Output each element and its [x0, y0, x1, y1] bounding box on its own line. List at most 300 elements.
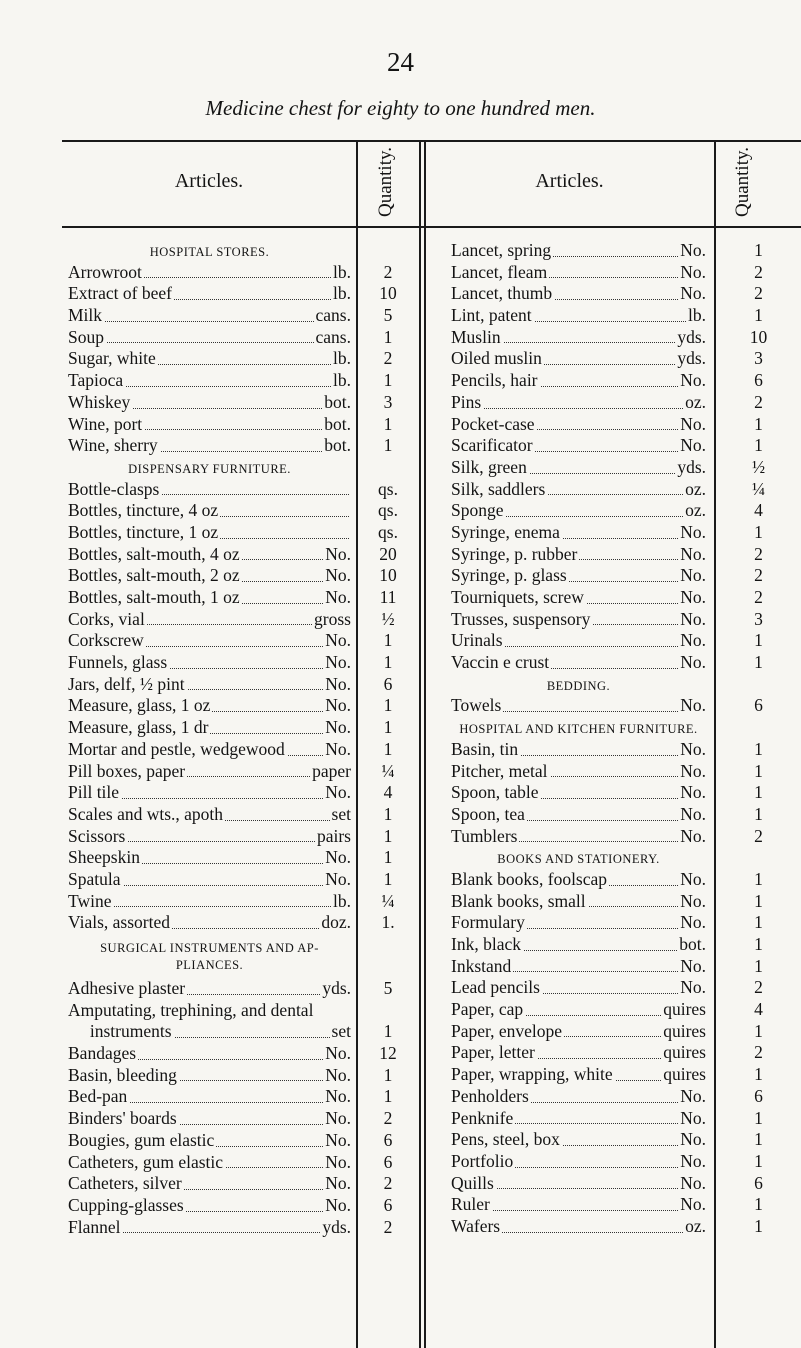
article-name	[451, 522, 678, 544]
article-quantity: 1	[754, 1064, 763, 1085]
article-quantity: 6	[754, 370, 763, 391]
article-name-text: Formulary	[451, 912, 525, 933]
article-name-text: Milk	[68, 305, 103, 326]
article-name	[451, 652, 678, 674]
article-unit: oz.	[685, 1215, 706, 1236]
article-name-text: Syringe, p. rubber	[451, 543, 578, 564]
article-name	[451, 1151, 678, 1173]
article-name-text: Pill boxes, paper	[68, 760, 186, 781]
article-unit: No.	[325, 695, 351, 716]
middle-divider-b	[424, 140, 426, 1348]
article-name-text: Wine, port	[68, 413, 143, 434]
article-unit: No.	[680, 1085, 706, 1106]
article-unit: No.	[680, 652, 706, 673]
article-quantity: 1	[754, 868, 763, 889]
article-unit: quires	[663, 1020, 706, 1041]
article-unit: No.	[325, 1086, 351, 1107]
article-quantity: 2	[754, 825, 763, 846]
article-quantity: 1	[754, 521, 763, 542]
article-quantity: 1	[383, 1064, 393, 1085]
article-unit: No.	[680, 565, 706, 586]
list-item	[451, 435, 706, 457]
article-unit: No.	[325, 587, 351, 607]
article-quantity: 1	[754, 1020, 763, 1041]
article-unit: No.	[680, 912, 706, 933]
list-item	[68, 587, 351, 609]
article-name	[68, 761, 310, 783]
right-articles-column	[451, 240, 706, 1238]
article-name-text: Urinals	[451, 630, 503, 651]
article-name-text: Soup	[68, 326, 104, 347]
article-name-text: Trusses, suspensory	[451, 608, 591, 629]
article-name-text: Inkstand	[451, 955, 512, 976]
article-name	[451, 1064, 661, 1086]
article-name	[68, 869, 323, 891]
article-unit: No.	[325, 717, 351, 738]
article-unit: oz.	[685, 391, 706, 412]
article-unit: No.	[680, 782, 706, 803]
list-item	[451, 977, 706, 999]
article-name	[68, 1086, 323, 1108]
article-name	[68, 565, 323, 587]
article-name	[451, 392, 683, 414]
list-item	[451, 782, 706, 804]
article-quantity: 1	[754, 782, 763, 803]
list-item	[68, 500, 351, 522]
list-item	[68, 283, 351, 305]
article-name-text: instruments	[68, 1021, 172, 1042]
article-name-text: Paper, wrapping, white	[451, 1064, 613, 1085]
article-unit: No.	[680, 955, 706, 976]
article-unit: No.	[680, 1150, 706, 1171]
list-item	[451, 240, 706, 262]
list-item	[451, 348, 706, 370]
article-name	[68, 1173, 323, 1195]
article-quantity: 1	[383, 803, 393, 824]
article-quantity: 2	[754, 543, 763, 564]
article-name-text: Bandages	[68, 1043, 137, 1064]
article-name-text: Blank books, foolscap	[451, 868, 608, 889]
article-name	[68, 262, 331, 284]
article-unit: No.	[680, 825, 706, 846]
article-name	[68, 826, 315, 848]
list-item	[68, 1173, 351, 1195]
article-quantity: 10	[749, 326, 768, 347]
middle-divider-a	[419, 140, 421, 1348]
list-item	[451, 1042, 706, 1064]
article-name	[68, 717, 323, 739]
list-item	[68, 1021, 351, 1043]
list-item	[451, 414, 706, 436]
article-quantity: 1	[754, 1107, 763, 1128]
article-name-text: Sugar, white	[68, 348, 156, 369]
article-unit: No.	[325, 1129, 351, 1150]
article-unit: quires	[663, 999, 706, 1020]
article-quantity: 1	[754, 1150, 763, 1171]
article-unit: No.	[325, 543, 351, 564]
article-name	[451, 1086, 678, 1108]
article-name	[451, 305, 686, 327]
article-name-text: Pocket-case	[451, 413, 535, 434]
list-item	[68, 739, 351, 761]
left-quantity-column	[358, 240, 418, 1238]
article-name-text: Syringe, p. glass	[451, 565, 567, 586]
article-name-text: Towels	[451, 695, 502, 716]
article-name-text: Pencils, hair	[451, 370, 538, 391]
article-unit: No.	[680, 1107, 706, 1128]
list-item	[68, 782, 351, 804]
article-name-text: Jars, delf, ½ pint	[68, 673, 185, 694]
article-name-text: Lancet, thumb	[451, 283, 553, 304]
article-name	[451, 327, 675, 349]
article-unit: pairs	[316, 825, 351, 846]
list-item	[451, 934, 706, 956]
article-unit: oz.	[685, 500, 706, 521]
article-quantity: 4	[754, 999, 763, 1020]
list-item	[68, 392, 351, 414]
article-name	[451, 348, 675, 370]
article-quantity: 2	[383, 261, 393, 282]
article-unit: No.	[325, 738, 351, 759]
article-name-text: Muslin	[451, 326, 501, 347]
article-name	[68, 652, 323, 674]
article-name	[451, 695, 678, 717]
quantity-spacer	[716, 717, 801, 739]
article-name	[68, 1130, 323, 1152]
article-unit: yds.	[677, 348, 706, 369]
article-name-text: Scales and wts., apoth	[68, 803, 224, 824]
article-name-text: Quills	[451, 1172, 494, 1193]
article-name	[68, 1195, 323, 1217]
list-item	[68, 522, 351, 544]
article-name	[451, 977, 678, 999]
list-item	[451, 804, 706, 826]
article-name-text: Spatula	[68, 868, 121, 889]
article-name	[68, 479, 349, 501]
article-unit: yds.	[677, 456, 706, 477]
list-item	[451, 565, 706, 587]
article-quantity: qs.	[378, 500, 398, 521]
article-name-text: Measure, glass, 1 oz	[68, 695, 211, 716]
list-item	[68, 695, 351, 717]
article-name-text: Catheters, gum elastic	[68, 1151, 224, 1172]
article-unit: bot.	[324, 435, 351, 456]
article-name-text: Tumblers	[451, 825, 518, 846]
article-unit	[349, 479, 351, 501]
right-quantity-header: Quantity.	[732, 147, 753, 218]
article-name-text: Blank books, small	[451, 890, 586, 911]
article-quantity: 4	[383, 782, 393, 803]
article-quantity: 3	[754, 608, 763, 629]
list-item	[451, 609, 706, 631]
article-quantity: 1	[383, 825, 393, 846]
article-name	[451, 934, 677, 956]
article-unit: cans.	[315, 305, 351, 326]
article-name-text: Basin, tin	[451, 738, 519, 759]
article-quantity: qs.	[378, 478, 398, 499]
article-quantity: 1	[383, 1086, 393, 1107]
article-name	[68, 609, 312, 631]
article-name	[451, 587, 678, 609]
article-name	[68, 847, 323, 869]
list-item	[451, 652, 706, 674]
article-quantity: 1	[754, 890, 763, 911]
article-unit: No.	[325, 1064, 351, 1085]
article-quantity: 1	[754, 1194, 763, 1215]
article-quantity	[358, 1000, 418, 1022]
article-name	[451, 609, 678, 631]
article-quantity: 2	[754, 283, 763, 304]
quantity-spacer	[358, 240, 418, 262]
article-quantity: 1	[754, 435, 763, 456]
article-quantity: 2	[754, 261, 763, 282]
article-name-text: Ink, black	[451, 934, 521, 954]
article-name-text: Pitcher, metal	[451, 760, 548, 781]
article-name	[68, 674, 323, 696]
list-item	[68, 262, 351, 284]
article-name-text: Binders' boards	[68, 1108, 177, 1129]
list-item	[68, 1217, 351, 1239]
article-quantity: 1	[754, 738, 763, 759]
article-name	[451, 804, 678, 826]
article-name	[451, 565, 678, 587]
list-item	[451, 695, 706, 717]
article-unit: No.	[680, 890, 706, 911]
article-name	[68, 435, 322, 457]
article-quantity: 6	[383, 673, 393, 694]
article-unit: No.	[325, 673, 351, 694]
article-name	[68, 804, 330, 826]
list-item	[451, 1216, 706, 1238]
article-name-text: Lint, patent	[451, 305, 532, 326]
article-name	[68, 370, 331, 392]
article-name-text: Sheepskin	[68, 847, 140, 868]
list-item	[68, 348, 351, 370]
article-unit: No.	[325, 868, 351, 889]
list-item	[68, 1108, 351, 1130]
article-unit: No.	[680, 695, 706, 716]
article-unit: lb.	[333, 283, 351, 304]
quantity-spacer	[716, 674, 801, 696]
list-item	[68, 327, 351, 349]
list-item	[451, 327, 706, 349]
article-name-text: Extract of beef	[68, 283, 172, 304]
article-unit: cans.	[315, 326, 351, 347]
article-name	[68, 912, 319, 934]
article-name-text: Penholders	[451, 1085, 529, 1106]
article-name	[451, 457, 675, 479]
list-item	[451, 956, 706, 978]
article-name	[68, 630, 323, 652]
article-name	[451, 262, 678, 284]
article-unit: doz.	[321, 912, 351, 933]
article-name	[451, 761, 678, 783]
article-name	[451, 1021, 661, 1043]
article-name	[451, 1108, 678, 1130]
article-quantity: 2	[383, 1108, 393, 1129]
section-heading: DISPENSARY FURNITURE.	[128, 461, 291, 476]
article-unit: No.	[680, 803, 706, 824]
list-item	[451, 869, 706, 891]
article-quantity: 2	[754, 565, 763, 586]
article-unit: No.	[325, 1194, 351, 1215]
article-name	[68, 1152, 323, 1174]
article-quantity: 6	[754, 1085, 763, 1106]
article-name-text: Paper, envelope	[451, 1020, 563, 1041]
article-unit: No.	[325, 1151, 351, 1172]
article-name-text: Adhesive plaster	[68, 978, 186, 998]
article-quantity: 2	[754, 391, 763, 412]
list-item	[68, 630, 351, 652]
left-articles-header: Articles.	[174, 170, 244, 192]
article-name-text: Scarificator	[451, 435, 533, 456]
article-unit: bot.	[679, 934, 706, 954]
quantity-spacer	[358, 457, 418, 479]
list-item	[451, 370, 706, 392]
list-item	[451, 912, 706, 934]
article-name-text: Syringe, enema	[451, 521, 560, 542]
list-item	[68, 1043, 351, 1065]
article-quantity: 3	[754, 348, 763, 369]
article-quantity: 1	[754, 630, 763, 651]
article-quantity: 5	[383, 305, 393, 326]
article-quantity: ¼	[751, 478, 766, 499]
quantity-spacer	[358, 934, 418, 978]
article-name-text: Tourniquets, screw	[451, 587, 584, 607]
article-name	[451, 414, 678, 436]
article-name-text: Lancet, fleam	[451, 261, 548, 282]
article-unit: oz.	[685, 478, 706, 499]
article-name	[68, 1108, 323, 1130]
article-name	[68, 327, 314, 349]
article-name	[68, 782, 323, 804]
article-name	[68, 414, 322, 436]
article-unit: paper	[312, 760, 351, 781]
article-unit: bot.	[324, 413, 351, 434]
article-name	[451, 826, 678, 848]
article-unit	[349, 500, 351, 522]
article-quantity: 1	[383, 695, 393, 716]
section-heading: BEDDING.	[546, 678, 611, 693]
list-item	[451, 305, 706, 327]
article-name	[68, 587, 323, 609]
article-quantity: ½	[381, 608, 395, 629]
article-unit: No.	[680, 261, 706, 282]
article-unit: No.	[325, 652, 351, 673]
list-item	[68, 479, 351, 501]
article-unit: yds.	[322, 978, 351, 998]
list-item	[68, 1065, 351, 1087]
article-unit: No.	[680, 435, 706, 456]
article-unit: No.	[680, 1194, 706, 1215]
article-quantity: 1	[754, 305, 763, 326]
article-name-text: Spoon, tea	[451, 803, 525, 824]
article-unit: No.	[325, 565, 351, 586]
article-unit: No.	[680, 738, 706, 759]
article-name-text: Ruler	[451, 1194, 490, 1215]
article-quantity: 1	[754, 803, 763, 824]
article-name	[68, 283, 331, 305]
article-unit: No.	[325, 1173, 351, 1194]
article-quantity: 1	[383, 717, 393, 738]
list-item	[451, 479, 706, 501]
list-item	[68, 414, 351, 436]
list-item	[68, 652, 351, 674]
article-quantity: 6	[383, 1194, 393, 1215]
article-name-text: Scissors	[68, 825, 126, 846]
article-name	[68, 1217, 320, 1239]
article-quantity: ¼	[381, 890, 395, 911]
article-quantity: 1	[754, 934, 763, 954]
article-unit: yds.	[677, 326, 706, 347]
left-articles-column	[68, 240, 351, 1238]
article-unit: set	[331, 1021, 351, 1042]
list-item	[68, 1130, 351, 1152]
article-unit: No.	[325, 1043, 351, 1064]
article-quantity: 2	[383, 348, 393, 369]
list-item	[451, 522, 706, 544]
article-unit: No.	[680, 977, 706, 998]
article-unit: No.	[325, 847, 351, 868]
article-quantity: 1	[754, 240, 763, 260]
list-item	[68, 1000, 351, 1022]
list-item	[451, 500, 706, 522]
article-quantity: qs.	[378, 521, 398, 542]
article-name-text: Funnels, glass	[68, 652, 168, 673]
dot-leader	[451, 408, 683, 409]
list-item	[451, 1151, 706, 1173]
article-unit: quires	[663, 1042, 706, 1063]
article-quantity: 2	[383, 1216, 393, 1237]
article-name	[68, 500, 349, 522]
article-name-text: Bottles, tincture, 1 oz	[68, 521, 219, 542]
article-unit: No.	[680, 543, 706, 564]
article-name-text: Lead pencils	[451, 977, 540, 998]
article-unit: bot.	[324, 391, 351, 412]
article-name-text: Vaccin e crust	[451, 652, 550, 673]
list-item	[451, 1173, 706, 1195]
article-name	[451, 1216, 683, 1238]
article-quantity: 12	[379, 1043, 397, 1064]
list-item	[451, 630, 706, 652]
list-item	[451, 1108, 706, 1130]
article-name	[451, 283, 678, 305]
list-item	[68, 565, 351, 587]
article-unit: lb.	[333, 890, 351, 911]
article-name	[451, 1042, 661, 1064]
article-unit: No.	[680, 521, 706, 542]
article-unit	[349, 522, 351, 544]
list-item	[451, 1064, 706, 1086]
list-item	[451, 262, 706, 284]
article-quantity: 1	[754, 652, 763, 673]
article-name-text: Pins	[451, 391, 482, 412]
list-item	[451, 1021, 706, 1043]
article-name	[451, 479, 683, 501]
article-name-text: Corkscrew	[68, 630, 144, 651]
article-name-text: Bougies, gum elastic	[68, 1129, 215, 1150]
article-quantity: 1	[383, 847, 393, 868]
article-quantity: ½	[751, 456, 766, 477]
article-quantity: 2	[754, 1042, 763, 1063]
article-name-text: Catheters, silver	[68, 1173, 182, 1194]
left-quantity-header: Quantity.	[375, 147, 396, 218]
article-name	[451, 912, 678, 934]
article-unit: No.	[680, 587, 706, 607]
list-item	[68, 544, 351, 566]
article-name-text: Portfolio	[451, 1150, 514, 1171]
page-title: Medicine chest for eighty to one hundred men.	[205, 96, 596, 120]
